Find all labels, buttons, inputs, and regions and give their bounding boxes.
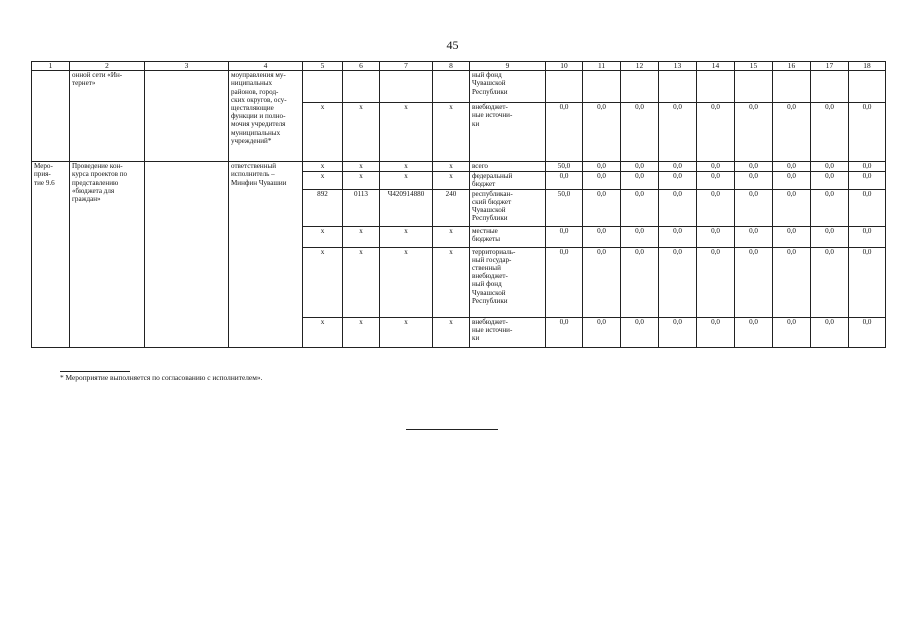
header-cell: 4 xyxy=(229,62,303,71)
amount-cell: 0,0 xyxy=(621,317,659,347)
executor-cell: моуправления му- ниципальных районов, город- ских округов, осу- ществляющие функции и полно- мочия учредителя муниципальных учреждений* xyxy=(229,71,303,162)
gbs-code-cell: x xyxy=(303,162,343,172)
section-code-cell: x xyxy=(343,247,380,317)
amount-cell: 0,0 xyxy=(849,162,886,172)
target-article-cell: Ч420914880 xyxy=(380,189,433,226)
expense-type-cell: x xyxy=(433,247,470,317)
measure-number-cell xyxy=(32,71,70,162)
target-article-cell: x xyxy=(380,317,433,347)
amount-cell: 0,0 xyxy=(659,162,697,172)
amount-cell: 0,0 xyxy=(811,162,849,172)
section-code-cell: x xyxy=(343,172,380,189)
amount-cell: 0,0 xyxy=(583,317,621,347)
expense-type-cell xyxy=(433,71,470,103)
section-code-cell: x xyxy=(343,162,380,172)
amount-cell: 0,0 xyxy=(659,247,697,317)
measure-name-cell: онной сети «Ин- тернет» xyxy=(70,71,145,162)
amount-cell: 0,0 xyxy=(735,172,773,189)
amount-cell: 0,0 xyxy=(811,317,849,347)
expense-type-cell: x xyxy=(433,172,470,189)
coexecutor-cell xyxy=(145,162,229,347)
target-article-cell: x xyxy=(380,247,433,317)
amount-cell xyxy=(546,71,583,103)
header-cell: 6 xyxy=(343,62,380,71)
header-row xyxy=(32,62,886,71)
gbs-code-cell: x xyxy=(303,172,343,189)
amount-cell: 50,0 xyxy=(546,162,583,172)
amount-cell: 0,0 xyxy=(697,103,735,162)
header-cell: 15 xyxy=(735,62,773,71)
page-number: 45 xyxy=(446,38,459,52)
header-cell: 16 xyxy=(773,62,811,71)
amount-cell xyxy=(811,71,849,103)
amount-cell: 0,0 xyxy=(583,247,621,317)
amount-cell: 0,0 xyxy=(546,103,583,162)
funding-source-cell: ный фонд Чувашской Республики xyxy=(470,71,546,103)
amount-cell: 0,0 xyxy=(735,247,773,317)
amount-cell xyxy=(583,71,621,103)
table-row xyxy=(32,162,886,172)
amount-cell: 0,0 xyxy=(773,162,811,172)
amount-cell xyxy=(621,71,659,103)
amount-cell: 0,0 xyxy=(773,317,811,347)
funding-source-cell: внебюджет- ные источни- ки xyxy=(470,103,546,162)
amount-cell: 0,0 xyxy=(811,226,849,247)
amount-cell: 0,0 xyxy=(735,317,773,347)
amount-cell xyxy=(849,71,886,103)
header-cell: 7 xyxy=(380,62,433,71)
amount-cell: 0,0 xyxy=(773,189,811,226)
amount-cell: 0,0 xyxy=(583,226,621,247)
amount-cell: 0,0 xyxy=(621,226,659,247)
header-cell: 17 xyxy=(811,62,849,71)
gbs-code-cell xyxy=(303,71,343,103)
budget-table xyxy=(31,61,886,348)
amount-cell: 0,0 xyxy=(583,172,621,189)
amount-cell: 0,0 xyxy=(773,103,811,162)
target-article-cell: x xyxy=(380,162,433,172)
gbs-code-cell: x xyxy=(303,247,343,317)
header-cell: 11 xyxy=(583,62,621,71)
amount-cell xyxy=(659,71,697,103)
amount-cell: 0,0 xyxy=(735,189,773,226)
amount-cell: 0,0 xyxy=(659,103,697,162)
gbs-code-cell: x xyxy=(303,317,343,347)
funding-source-cell: местные бюджеты xyxy=(470,226,546,247)
amount-cell: 0,0 xyxy=(697,162,735,172)
amount-cell: 0,0 xyxy=(697,247,735,317)
expense-type-cell: 240 xyxy=(433,189,470,226)
header-cell: 12 xyxy=(621,62,659,71)
amount-cell: 0,0 xyxy=(811,103,849,162)
measure-name-cell: Проведение кон- курса проектов по представлению «бюджета для граждан» xyxy=(70,162,145,347)
amount-cell: 0,0 xyxy=(659,172,697,189)
footnote-rule xyxy=(60,371,130,372)
footnote: * Мероприятие выполняется по согласованию с исполнителем». xyxy=(60,373,263,382)
gbs-code-cell: x xyxy=(303,226,343,247)
amount-cell: 0,0 xyxy=(546,226,583,247)
amount-cell: 0,0 xyxy=(773,247,811,317)
section-code-cell: x xyxy=(343,317,380,347)
section-code-cell: x xyxy=(343,103,380,162)
measure-number-cell: Меро- прия- тие 9.6 xyxy=(32,162,70,347)
amount-cell: 0,0 xyxy=(697,226,735,247)
executor-cell: ответственный исполнитель – Минфин Чувашии xyxy=(229,162,303,347)
amount-cell: 0,0 xyxy=(583,162,621,172)
table-row xyxy=(32,71,886,103)
amount-cell: 0,0 xyxy=(849,317,886,347)
amount-cell: 0,0 xyxy=(546,317,583,347)
amount-cell: 0,0 xyxy=(811,247,849,317)
amount-cell xyxy=(773,71,811,103)
amount-cell: 0,0 xyxy=(849,247,886,317)
amount-cell: 0,0 xyxy=(659,317,697,347)
target-article-cell: x xyxy=(380,103,433,162)
target-article-cell xyxy=(380,71,433,103)
header-cell: 5 xyxy=(303,62,343,71)
gbs-code-cell: 892 xyxy=(303,189,343,226)
amount-cell: 0,0 xyxy=(659,189,697,226)
amount-cell: 50,0 xyxy=(546,189,583,226)
amount-cell: 0,0 xyxy=(849,189,886,226)
amount-cell: 0,0 xyxy=(659,226,697,247)
amount-cell: 0,0 xyxy=(621,247,659,317)
amount-cell: 0,0 xyxy=(697,317,735,347)
funding-source-cell: всего xyxy=(470,162,546,172)
amount-cell: 0,0 xyxy=(583,189,621,226)
amount-cell: 0,0 xyxy=(735,162,773,172)
target-article-cell: x xyxy=(380,172,433,189)
header-cell: 2 xyxy=(70,62,145,71)
amount-cell: 0,0 xyxy=(621,162,659,172)
amount-cell xyxy=(697,71,735,103)
funding-source-cell: республикан- ский бюджет Чувашской Республики xyxy=(470,189,546,226)
gbs-code-cell: x xyxy=(303,103,343,162)
amount-cell: 0,0 xyxy=(621,103,659,162)
coexecutor-cell xyxy=(145,71,229,162)
target-article-cell: x xyxy=(380,226,433,247)
amount-cell: 0,0 xyxy=(621,172,659,189)
expense-type-cell: x xyxy=(433,317,470,347)
amount-cell: 0,0 xyxy=(849,172,886,189)
amount-cell xyxy=(735,71,773,103)
header-cell: 10 xyxy=(546,62,583,71)
amount-cell: 0,0 xyxy=(621,189,659,226)
funding-source-cell: внебюджет- ные источни- ки xyxy=(470,317,546,347)
expense-type-cell: x xyxy=(433,162,470,172)
expense-type-cell: x xyxy=(433,226,470,247)
amount-cell: 0,0 xyxy=(849,103,886,162)
header-cell: 9 xyxy=(470,62,546,71)
header-cell: 14 xyxy=(697,62,735,71)
end-rule xyxy=(406,429,498,430)
amount-cell: 0,0 xyxy=(546,172,583,189)
section-code-cell: x xyxy=(343,226,380,247)
section-code-cell: 0113 xyxy=(343,189,380,226)
expense-type-cell: x xyxy=(433,103,470,162)
section-code-cell xyxy=(343,71,380,103)
funding-source-cell: федеральный бюджет xyxy=(470,172,546,189)
amount-cell: 0,0 xyxy=(773,172,811,189)
header-cell: 3 xyxy=(145,62,229,71)
header-cell: 18 xyxy=(849,62,886,71)
header-cell: 13 xyxy=(659,62,697,71)
funding-source-cell: территориаль- ный государ- ственный внебюджет- ный фонд Чувашской Республики xyxy=(470,247,546,317)
amount-cell: 0,0 xyxy=(735,226,773,247)
amount-cell: 0,0 xyxy=(697,189,735,226)
amount-cell: 0,0 xyxy=(811,189,849,226)
amount-cell: 0,0 xyxy=(773,226,811,247)
amount-cell: 0,0 xyxy=(735,103,773,162)
amount-cell: 0,0 xyxy=(811,172,849,189)
amount-cell: 0,0 xyxy=(583,103,621,162)
amount-cell: 0,0 xyxy=(697,172,735,189)
amount-cell: 0,0 xyxy=(546,247,583,317)
amount-cell: 0,0 xyxy=(849,226,886,247)
header-cell: 1 xyxy=(32,62,70,71)
header-cell: 8 xyxy=(433,62,470,71)
